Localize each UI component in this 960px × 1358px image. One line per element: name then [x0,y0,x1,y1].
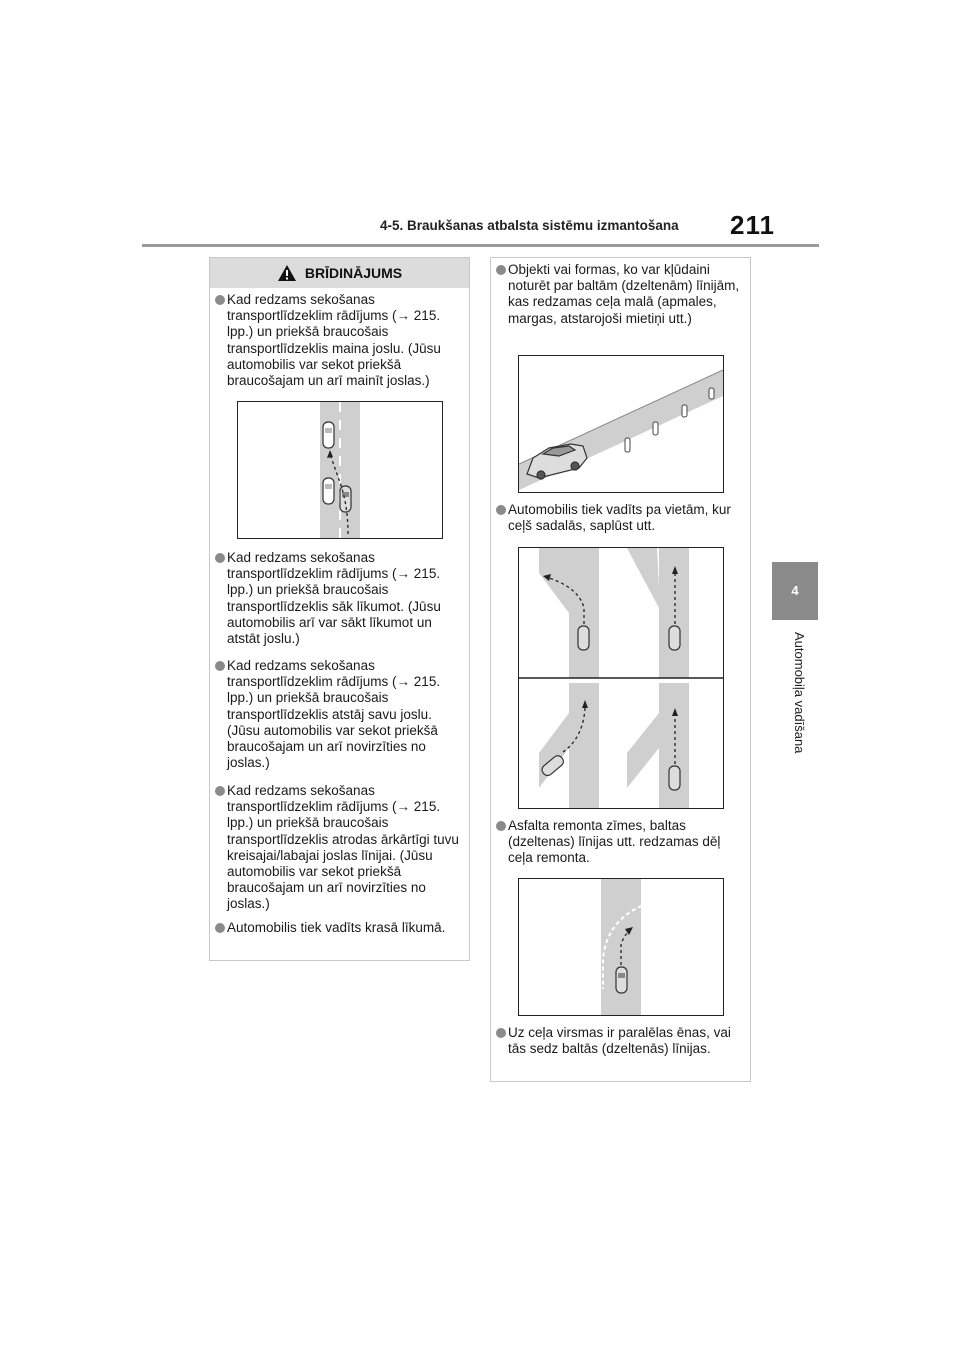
list-item: Kad redzams sekošanas transportlīdzeklim rādījums (→ 215. lpp.) un priekšā braucošais transportlīdzeklis sāk līkumot. (Jūsu automobilis arī var sākt līkumot un atstāt joslu.) [215,550,465,647]
bullet-dot [215,786,225,796]
list-item: Kad redzams sekošanas transportlīdzeklim rādījums (→ 215. lpp.) un priekšā braucošais transportlīdzeklis atrodas ārkārtīgi tuvu kreisajai/labajai joslas līnijai. (Jūsu automobilis var sekot priekšā braucošajam un arī novirzīties no joslas.) [215,783,465,913]
list-item: Automobilis tiek vadīts krasā līkumā. [215,920,465,936]
page-number: 211 [730,210,775,240]
warning-triangle-icon [277,264,297,282]
header-rule [142,244,819,247]
bullet-dot [496,265,506,275]
warning-header [210,258,469,288]
illustration-road-split-merge [518,547,724,809]
bullet-dot [496,505,506,515]
chapter-title: Automobiļa vadīšana [792,632,807,754]
list-item: Asfalta remonta zīmes, baltas (dzeltenas) līnijas utt. redzamas dēļ ceļa remonta. [496,818,746,867]
chapter-tab [772,562,818,620]
bullet-dot [215,923,225,933]
info-panel [490,257,751,1082]
illustration-road-repair [518,878,724,1016]
list-item: Kad redzams sekošanas transportlīdzeklim rādījums (→ 215. lpp.) un priekšā braucošais transportlīdzeklis maina joslu. (Jūsu automobilis var sekot priekšā braucošajam un arī mainīt joslas.) [215,292,465,389]
illustration-roadside-objects [518,355,724,493]
bullet-dot [215,553,225,563]
section-title: 4-5. Braukšanas atbalsta sistēmu izmantošana [380,218,679,233]
list-item: Objekti vai formas, ko var kļūdaini noturēt par baltām (dzeltenām) līnijām, kas redzamas ceļa malā (apmales, margas, atstarojoši mietiņi utt.) [496,262,746,327]
list-item: Automobilis tiek vadīts pa vietām, kur ceļš sadalās, saplūst utt. [496,502,746,534]
bullet-dot [215,295,225,305]
bullet-dot [496,1028,506,1038]
bullet-dot [215,661,225,671]
list-item: Uz ceļa virsmas ir paralēlas ēnas, vai tās sedz baltās (dzeltenās) līnijas. [496,1025,746,1057]
bullet-dot [496,821,506,831]
warning-panel [209,257,470,961]
warning-title: BRĪDINĀJUMS [304,265,403,281]
list-item: Kad redzams sekošanas transportlīdzeklim rādījums (→ 215. lpp.) un priekšā braucošais transportlīdzeklis atstāj savu joslu. (Jūsu automobilis var sekot priekšā braucošajam un arī novirzīties no joslas.) [215,658,465,771]
chapter-number: 4 [791,583,799,598]
illustration-lane-change [237,401,443,539]
